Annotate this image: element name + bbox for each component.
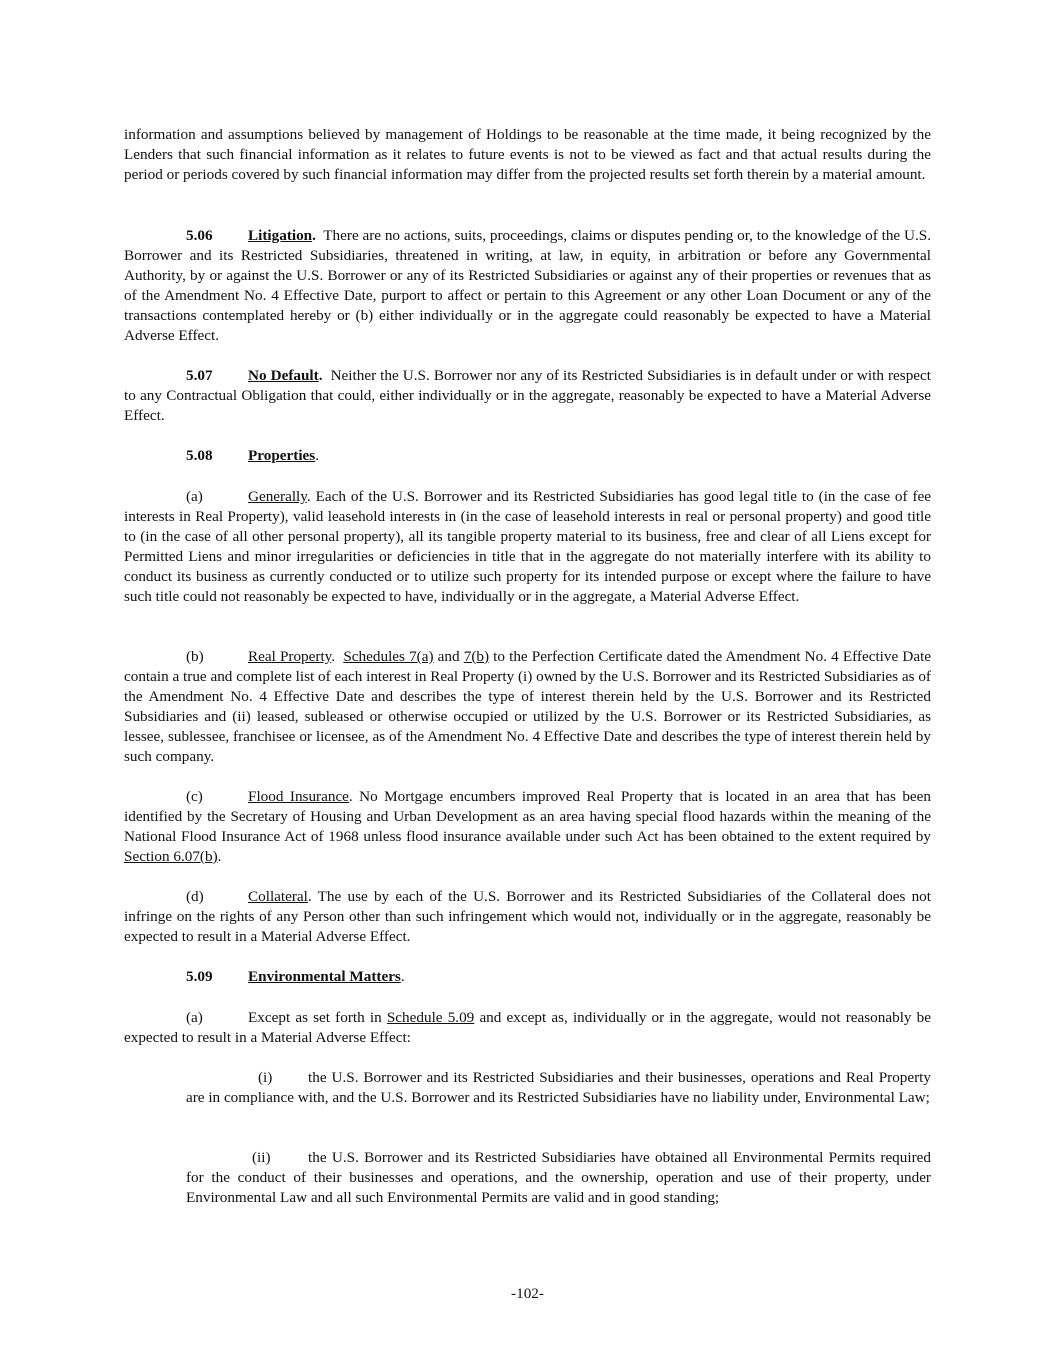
subclause-label: (i) xyxy=(258,1069,273,1086)
section-5-09-a-i xyxy=(186,1068,931,1108)
section-5-09-a-ii xyxy=(186,1148,931,1208)
section-title: Environmental Matters xyxy=(248,968,401,985)
clause-title: Collateral xyxy=(248,888,308,905)
section-5-06: 5.06 Litigation. There are no actions, suits, proceedings, claims or disputes pending or, to the knowledge of the U.S. Borrower and its Restricted Subsidiaries, threatened in writing, at law, in equity, in arbitration or before any Governmental Authority, by or against the U.S. Borrower or any of its Restricted Subsidiaries or against any of their properties or revenues that as of the Amendment No. 4 Effective Date, purport to affect or pertain to this Agreement or any other Loan Document or any of the transactions contemplated hereby or (b) either individually or in the aggregate could reasonably be expected to have a Material Adverse Effect. xyxy=(124,227,931,344)
section-reference: Section 6.07(b) xyxy=(124,848,218,865)
clause-body: . The use by each of the U.S. Borrower and its Restricted Subsidiaries of the Collateral does not infringe on the rights of any Person other than such infringement which would not, individually or in the aggregate, reasonably be expected to result in a Material Adverse Effect. xyxy=(124,888,931,945)
clause-label: (a) xyxy=(186,1009,203,1026)
section-5-08-a xyxy=(124,487,931,607)
section-number: 5.08 xyxy=(186,447,213,464)
section-5-09: 5.09 Environmental Matters. xyxy=(186,968,405,985)
clause-label: (a) xyxy=(186,488,203,505)
clause-body: . No Mortgage encumbers improved Real Property that is located in an area that has been identified by the Secretary of Housing and Urban Development as an area having special flood hazards within the meaning of the National Flood Insurance Act of 1968 unless flood insurance available under such Act has been obtained to the extent required by xyxy=(124,788,931,845)
section-5-08: 5.08 Properties. xyxy=(186,447,319,464)
section-number: 5.09 xyxy=(186,968,213,985)
clause-body: to the Perfection Certificate dated the Amendment No. 4 Effective Date contain a true and complete list of each interest in Real Property (i) owned by the U.S. Borrower and its Restricted Subsidiaries as of the Amendment No. 4 Effective Date and describes the type of interest therein held by the U.S. Borrower and its Restricted Subsidiaries and (ii) leased, subleased or otherwise occupied or utilized by the U.S. Borrower or its Restricted Subsidiaries, as lessee, sublessee, franchisee or licensee, as of the Amendment No. 4 Effective Date and describes the type of interest therein held by such company. xyxy=(124,648,932,765)
page-number: -102- xyxy=(511,1285,544,1302)
section-number: 5.07 xyxy=(186,367,213,384)
subclause-body: the U.S. Borrower and its Restricted Subsidiaries have obtained all Environmental Permits required for the conduct of their businesses and operations, and the ownership, operation and use of their property, under Environmental Law and all such Environmental Permits are valid and in good standing; xyxy=(186,1149,931,1206)
section-5-07: 5.07 No Default. Neither the U.S. Borrower nor any of its Restricted Subsidiaries is in default under or with respect to any Contractual Obligation that could, either individually or in the aggregate, reasonably be expected to have a Material Adverse Effect. xyxy=(124,367,931,424)
schedule-reference: Schedules 7(a) xyxy=(343,648,434,665)
subclause-body: the U.S. Borrower and its Restricted Subsidiaries and their businesses, operations and Real Property are in compliance with, and the U.S. Borrower and its Restricted Subsidiaries have no liability under, Environmental Law; xyxy=(186,1069,931,1106)
section-title: No Default xyxy=(248,367,319,384)
section-body: There are no actions, suits, proceedings, claims or disputes pending or, to the knowledge of the U.S. Borrower and its Restricted Subsidiaries, threatened in writing, at law, in equity, in arbitration or before any Governmental Authority, by or against the U.S. Borrower or any of its Restricted Subsidiaries or against any of their properties or revenues that as of the Amendment No. 4 Effective Date, purport to affect or pertain to this Agreement or any other Loan Document or any of the transactions contemplated hereby or (b) either individually or in the aggregate could reasonably be expected to have a Material Adverse Effect. xyxy=(124,227,931,344)
section-number: 5.06 xyxy=(186,227,213,244)
section-body: Neither the U.S. Borrower nor any of its Restricted Subsidiaries is in default under or with respect to any Contractual Obligation that could, either individually or in the aggregate, reasonably be expected to have a Material Adverse Effect. xyxy=(124,367,931,424)
subclause-label: (ii) xyxy=(252,1149,271,1166)
section-title: Properties xyxy=(248,447,316,464)
section-5-09-a: (a) Except as set forth in Schedule 5.09 and except as, individually or in the aggregate, would not reasonably be expected to result in a Material Adverse Effect: xyxy=(124,1009,932,1046)
clause-body: . Each of the U.S. Borrower and its Restricted Subsidiaries has good legal title to (in the case of fee interests in Real Property), valid leasehold interests in (in the case of leasehold interests in real or personal property) and good title to (in the case of all other personal property), all its tangible property material to its business, free and clear of all Liens except for Permitted Liens and minor irregularities or deficiencies in title that in the aggregate do not materially interfere with its ability to conduct its business as currently conducted or to utilize such property for its intended purpose or except where the failure to have such title could not reasonably be expected to have, individually or in the aggregate, a Material Adverse Effect. xyxy=(124,488,931,605)
clause-label: (d) xyxy=(186,888,204,905)
section-title: Litigation xyxy=(248,227,313,244)
clause-title: Real Property xyxy=(248,648,332,665)
schedule-reference: Schedule 5.09 xyxy=(386,1009,475,1026)
clause-title: Flood Insurance xyxy=(248,788,349,805)
clause-title: Generally xyxy=(248,488,307,505)
section-5-08-c: (c) Flood Insurance. No Mortgage encumbers improved Real Property that is located in an area that has been identified by the Secretary of Housing and Urban Development as an area having special flood hazards within the meaning of the National Flood Insurance Act of 1968 unless flood insurance available under such Act has been obtained to the extent required by Section 6.07(b). xyxy=(124,788,931,865)
clause-label: (c) xyxy=(186,788,203,805)
schedule-reference: 7(b) xyxy=(463,648,490,665)
section-5-08-b: (b) Real Property. Schedules 7(a) and 7(b) to the Perfection Certificate dated the Amendment No. 4 Effective Date contain a true and complete list of each interest in Real Property (i) owned by the U.S. Borrower and its Restricted Subsidiaries as of the Amendment No. 4 Effective Date and describes the type of interest therein held by the U.S. Borrower and its Restricted Subsidiaries and (ii) leased, subleased or otherwise occupied or utilized by the U.S. Borrower or its Restricted Subsidiaries, as lessee, sublessee, franchisee or licensee, as of the Amendment No. 4 Effective Date and describes the type of interest therein held by such company. xyxy=(124,648,932,765)
clause-label: (b) xyxy=(186,648,204,665)
intro-paragraph: information and assumptions believed by management of Holdings to be reasonable at the time made, it being recognized by the Lenders that such financial information as it relates to future events is not to be viewed as fact and that actual results during the period or periods covered by such financial information may differ from the projected results set forth therein by a material amount. xyxy=(124,126,931,183)
section-5-08-d xyxy=(124,887,931,947)
